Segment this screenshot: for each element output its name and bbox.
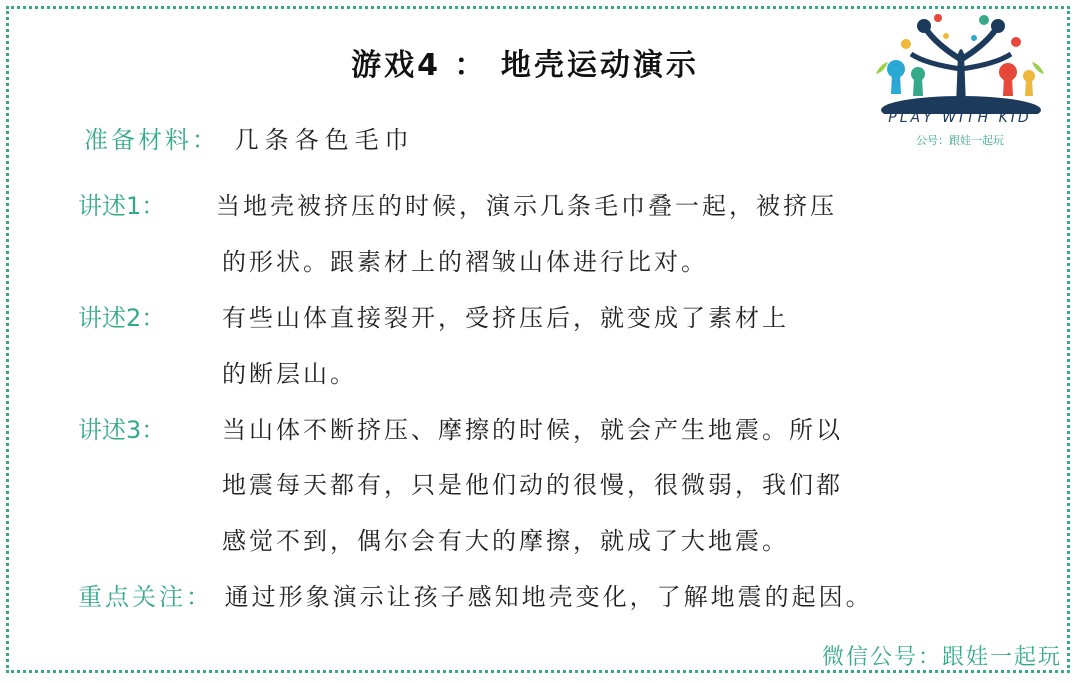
materials-label: 准备材料： — [84, 126, 219, 154]
step1-line-2: 的形状。跟素材上的褶皱山体进行比对。 — [222, 248, 708, 276]
logo-text: PLAY WITH KID — [888, 110, 1032, 126]
step3-line-1: 当山体不断挤压、摩擦的时候，就会产生地震。所以 — [222, 416, 843, 444]
step2-label: 讲述2： — [78, 304, 166, 332]
focus-row — [78, 577, 873, 612]
focus-value: 通过形象演示让孩子感知地壳变化，了解地震的起因。 — [224, 583, 873, 611]
tree-logo-icon — [866, 14, 1056, 114]
step3-line-2: 地震每天都有，只是他们动的很慢，很微弱，我们都 — [222, 471, 843, 499]
footer-wechat-account: 微信公号：跟娃一起玩 — [821, 645, 1062, 670]
step3-label: 讲述3： — [78, 416, 166, 444]
logo — [860, 14, 1060, 149]
step1-line-1: 当地壳被挤压的时候，演示几条毛巾叠一起，被挤压 — [216, 192, 837, 220]
step2-line-1: 有些山体直接裂开，受挤压后，就变成了素材上 — [222, 304, 789, 332]
focus-label: 重点关注： — [78, 583, 213, 611]
logo-subtext: 公号：跟娃一起玩 — [916, 134, 1004, 147]
page-title: 游戏4 ： 地壳运动演示 — [351, 48, 699, 83]
step2-line-2: 的断层山。 — [222, 360, 357, 388]
materials-value: 几条各色毛巾 — [234, 126, 415, 154]
materials-row — [84, 120, 415, 155]
step3-line-3: 感觉不到，偶尔会有大的摩擦，就成了大地震。 — [222, 527, 789, 555]
step1-label: 讲述1： — [78, 192, 166, 220]
